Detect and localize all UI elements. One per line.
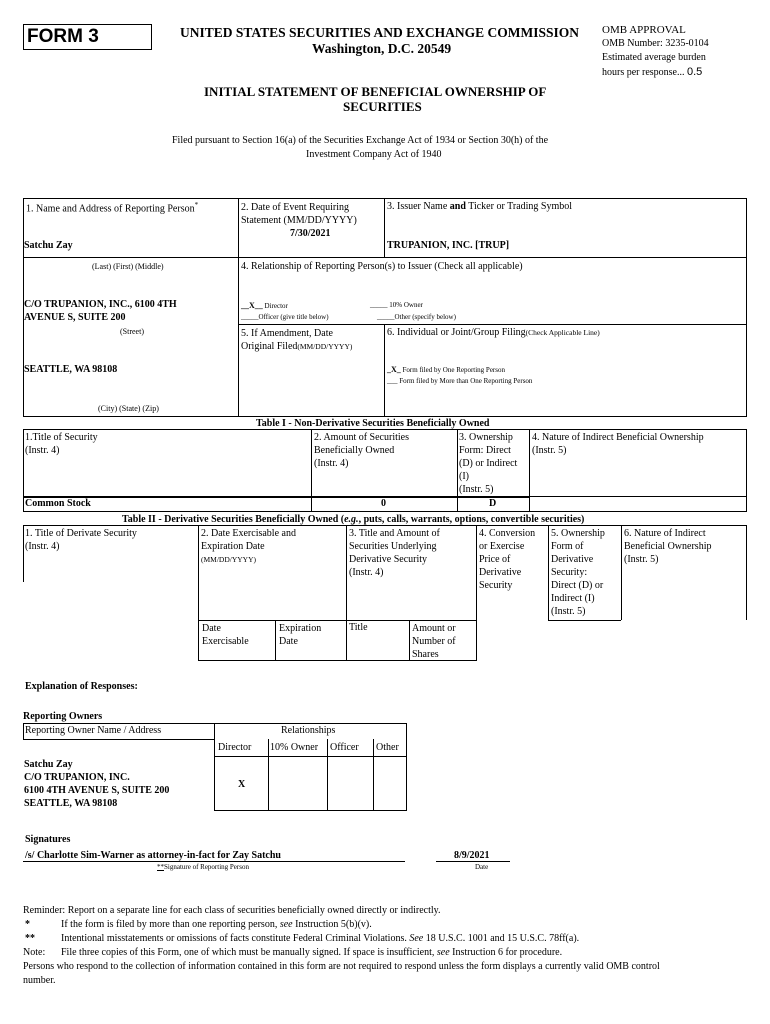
relationship-officer <box>241 313 329 321</box>
note2-mark: ** <box>25 933 35 944</box>
box5-label-fmt: (MM/DD/YYYY) <box>297 342 353 351</box>
note2-text <box>61 933 579 944</box>
form-label: FORM 3 <box>27 26 99 47</box>
t2c5-l7: (Instr. 5) <box>551 606 586 617</box>
t2-sub-de-l1: Date <box>202 623 221 634</box>
t2-sub-exp-l1: Expiration <box>279 623 322 634</box>
t2c4-l2: or Exercise <box>479 541 525 552</box>
box2-label-line1: 2. Date of Event Requiring <box>241 202 350 213</box>
t1-security: Common Stock <box>25 498 91 509</box>
director-mark: __X__ <box>241 301 263 310</box>
t2c4-l1: 4. Conversion <box>479 528 536 539</box>
t2c4-l5: Security <box>479 580 513 591</box>
filed-pursuant-line1: Filed pursuant to Section 16(a) of the Securities Exchange Act of 1934 or Section 30(h) of the <box>172 135 549 146</box>
owners-heading: Reporting Owners <box>23 711 103 722</box>
table1-col-nature <box>532 431 704 457</box>
t2c5-l4: Security: <box>551 567 588 578</box>
t2-sub-amt-l3: Shares <box>412 649 439 660</box>
table1-title: Table I - Non-Derivative Securities Beneficially Owned <box>256 418 490 429</box>
other-text: Other (specify below) <box>394 313 456 321</box>
t2-title-post: , puts, calls, warrants, options, convertible securities) <box>358 514 585 525</box>
box4-label: 4. Relationship of Reporting Person(s) to Issuer (Check all applicable) <box>241 261 523 272</box>
note1-post: Instruction 5(b)(v). <box>292 919 372 930</box>
t1c3-l3: (D) or Indirect <box>459 458 518 469</box>
opt2-text: Form filed by More than One Reporting Person <box>399 377 533 385</box>
box2-label <box>241 201 357 227</box>
omb-number: OMB Number: 3235-0104 <box>602 38 709 49</box>
omb-hours-text: hours per response... <box>602 67 685 78</box>
signature-caption <box>157 863 249 871</box>
t2-title-pre: Table II - Derivative Securities Beneficially Owned ( <box>122 514 345 525</box>
sig-caption-text: Signature of Reporting Person <box>164 863 249 871</box>
t2c6-l2: Beneficial Ownership <box>624 541 712 552</box>
table2-sub-expiration <box>279 622 321 648</box>
agency-name: UNITED STATES SECURITIES AND EXCHANGE COMMISSION <box>180 25 579 40</box>
owners-sub-other: Other <box>376 742 399 753</box>
t1c2-l2: Beneficially Owned <box>314 445 395 456</box>
owner-l4: SEATTLE, WA 98108 <box>24 798 118 809</box>
street-caption: (Street) <box>120 327 144 336</box>
t2c3-l2: Securities Underlying <box>349 541 437 552</box>
reporting-person-city: SEATTLE, WA 98108 <box>24 364 118 375</box>
table2-col-underlying <box>349 527 440 579</box>
note1-mark: * <box>25 919 30 930</box>
note1-pre: If the form is filed by more than one reporting person, <box>61 919 280 930</box>
table2-sub-date-exercisable <box>202 622 249 648</box>
t2c3-l1: 3. Title and Amount of <box>349 528 440 539</box>
owners-sub-director: Director <box>218 742 252 753</box>
note3-see: see <box>436 947 450 958</box>
table2-title <box>122 514 584 525</box>
t2c2-l1: 2. Date Exercisable and <box>201 528 296 539</box>
reporting-person-street <box>24 298 177 324</box>
box2-label-line2: Statement (MM/DD/YYYY) <box>241 215 357 226</box>
tenpct-mark: _____ <box>370 301 388 309</box>
table2-col-title <box>25 527 137 553</box>
table2-col-nature <box>624 527 711 566</box>
issuer-name: TRUPANION, INC. [TRUP] <box>387 240 510 251</box>
date-line <box>436 861 510 862</box>
t2c5-l3: Derivative <box>551 554 594 565</box>
other-mark: _____ <box>377 313 395 321</box>
t2c1-l2: (Instr. 4) <box>25 541 60 552</box>
agency-address: Washington, D.C. 20549 <box>312 41 452 56</box>
t2-sub-exp-l2: Date <box>279 636 298 647</box>
reporting-person-name: Satchu Zay <box>24 240 73 251</box>
t1-amount: 0 <box>381 498 386 509</box>
t1c1-l1: 1.Title of Security <box>25 432 98 443</box>
t2c2-fmt: (MM/DD/YYYY) <box>201 555 256 564</box>
owners-sub-10pct: 10% Owner <box>270 742 319 753</box>
owner-l3: 6100 4TH AVENUE S, SUITE 200 <box>24 785 170 796</box>
owners-col-relationships: Relationships <box>281 725 336 736</box>
explanation-label: Explanation of Responses: <box>25 681 138 692</box>
street-line2: AVENUE S, SUITE 200 <box>24 312 126 323</box>
box6-label-text: 6. Individual or Joint/Group Filing <box>387 327 526 338</box>
note3-mark: Note: <box>23 947 46 958</box>
sig-caption-mark: ** <box>157 863 164 871</box>
box3-label <box>387 201 572 212</box>
t1c4-l1: 4. Nature of Indirect Beneficial Ownership <box>532 432 704 443</box>
box6-label <box>387 327 600 338</box>
director-text: Director <box>264 302 288 310</box>
omb-hours-label <box>602 66 702 78</box>
box1-label <box>26 201 198 214</box>
omb-title: OMB APPROVAL <box>602 24 686 36</box>
box3-label-pre: 3. Issuer Name <box>387 201 450 212</box>
note3-pre: File three copies of this Form, one of which must be manually signed. If space is insufficient, <box>61 947 437 958</box>
box5-label <box>241 327 352 353</box>
event-date: 7/30/2021 <box>290 228 331 239</box>
owners-col-name: Reporting Owner Name / Address <box>25 725 162 736</box>
filed-pursuant-line2: Investment Company Act of 1940 <box>306 149 442 160</box>
owner-director-mark: X <box>238 779 246 790</box>
t1-form: D <box>489 498 497 509</box>
box5-label-line1: 5. If Amendment, Date <box>241 328 333 339</box>
signature-date: 8/9/2021 <box>454 850 490 861</box>
opt2-mark: ___ <box>387 377 398 385</box>
t1c3-l1: 3. Ownership <box>459 432 513 443</box>
box6-label-note: (Check Applicable Line) <box>525 328 600 337</box>
table1-col-amount <box>314 431 409 470</box>
t2c5-l2: Form of <box>551 541 584 552</box>
note3-post: Instruction 6 for procedure. <box>449 947 563 958</box>
table2-sub-amount <box>412 622 456 661</box>
table2-col-dates <box>201 527 296 566</box>
note1-see: see <box>279 919 293 930</box>
t1c1-l2: (Instr. 4) <box>25 445 60 456</box>
note2-post: 18 U.S.C. 1001 and 15 U.S.C. 78ff(a). <box>423 933 580 944</box>
reminder-text: Reminder: Report on a separate line for each class of securities beneficially owned directly or indirectly. <box>23 905 441 916</box>
t2c6-l1: 6. Nature of Indirect <box>624 528 706 539</box>
relationship-other <box>377 313 456 321</box>
box5-label-line2: Original Filed <box>241 341 298 352</box>
t1c2-l1: 2. Amount of Securities <box>314 432 409 443</box>
table2-col-conversion <box>479 527 535 592</box>
signer-name: /s/ Charlotte Sim-Warner as attorney-in-fact for Zay Satchu <box>25 850 281 861</box>
persons-notice-line2: number. <box>23 975 56 986</box>
t1c4-l2: (Instr. 5) <box>532 445 567 456</box>
t2c3-l4: (Instr. 4) <box>349 567 384 578</box>
owner-l2: C/O TRUPANION, INC. <box>24 772 130 783</box>
relationship-director <box>241 301 288 310</box>
note3-text <box>61 947 562 958</box>
owners-sub-officer: Officer <box>330 742 359 753</box>
t2c3-l3: Derivative Security <box>349 554 428 565</box>
t2c6-l3: (Instr. 5) <box>624 554 659 565</box>
street-line1: C/O TRUPANION, INC., 6100 4TH <box>24 299 177 310</box>
t2c2-l2: Expiration Date <box>201 541 265 552</box>
t1c3-l4: (I) <box>459 471 469 482</box>
t2-sub-de-l2: Exercisable <box>202 636 249 647</box>
note2-see: See <box>409 933 424 944</box>
box1-label-text: 1. Name and Address of Reporting Person <box>26 203 195 215</box>
owner-name-address <box>24 758 169 810</box>
omb-burden: Estimated average burden <box>602 52 706 63</box>
city-caption: (City) (State) (Zip) <box>98 404 159 413</box>
owner-l1: Satchu Zay <box>24 759 73 770</box>
note1-text <box>61 919 372 930</box>
persons-notice-line1: Persons who respond to the collection of information contained in this form are not required to respond unless the form displays a currently valid OMB control <box>23 961 660 972</box>
signatures-heading: Signatures <box>25 834 71 845</box>
form-title-line2: SECURITIES <box>343 99 422 114</box>
opt1-text: Form filed by One Reporting Person <box>402 366 505 374</box>
box3-label-and: and <box>449 201 466 212</box>
opt1-mark: _X_ <box>387 365 401 374</box>
t2c1-l1: 1. Title of Derivate Security <box>25 528 137 539</box>
t1c2-l3: (Instr. 4) <box>314 458 349 469</box>
t2c4-l4: Derivative <box>479 567 522 578</box>
t2-title-eg: e.g. <box>344 514 359 525</box>
box1-label-mark: * <box>194 201 199 209</box>
relationship-10pct <box>370 301 423 309</box>
t2c5-l6: Indirect (I) <box>551 593 595 604</box>
t2c5-l1: 5. Ownership <box>551 528 605 539</box>
table2-col-ownership <box>551 527 605 618</box>
filing-option-multiple <box>387 377 532 385</box>
table1-col-title <box>25 431 98 457</box>
filing-option-one <box>387 365 505 374</box>
t2c5-l5: Direct (D) or <box>551 580 604 591</box>
t1c3-l2: Form: Direct <box>459 445 511 456</box>
omb-hours-value: 0.5 <box>686 66 703 78</box>
officer-mark: _____ <box>241 313 259 321</box>
name-caption: (Last) (First) (Middle) <box>92 262 164 271</box>
t2-sub-amt-l1: Amount or <box>412 623 456 634</box>
signature-line <box>23 861 405 862</box>
officer-text: Officer (give title below) <box>258 313 329 321</box>
t2-sub-amt-l2: Number of <box>412 636 456 647</box>
tenpct-text: 10% Owner <box>389 301 423 309</box>
date-caption: Date <box>475 863 489 871</box>
t2c4-l3: Price of <box>479 554 511 565</box>
table1-col-ownership <box>459 431 517 496</box>
note2-pre: Intentional misstatements or omissions of facts constitute Federal Criminal Violations. <box>61 933 410 944</box>
form-title-line1: INITIAL STATEMENT OF BENEFICIAL OWNERSHIP OF <box>204 84 547 99</box>
table2-sub-title: Title <box>349 622 368 633</box>
t1c3-l5: (Instr. 5) <box>459 484 494 495</box>
form-label-box <box>23 24 152 50</box>
box3-label-post: Ticker or Trading Symbol <box>465 201 573 212</box>
